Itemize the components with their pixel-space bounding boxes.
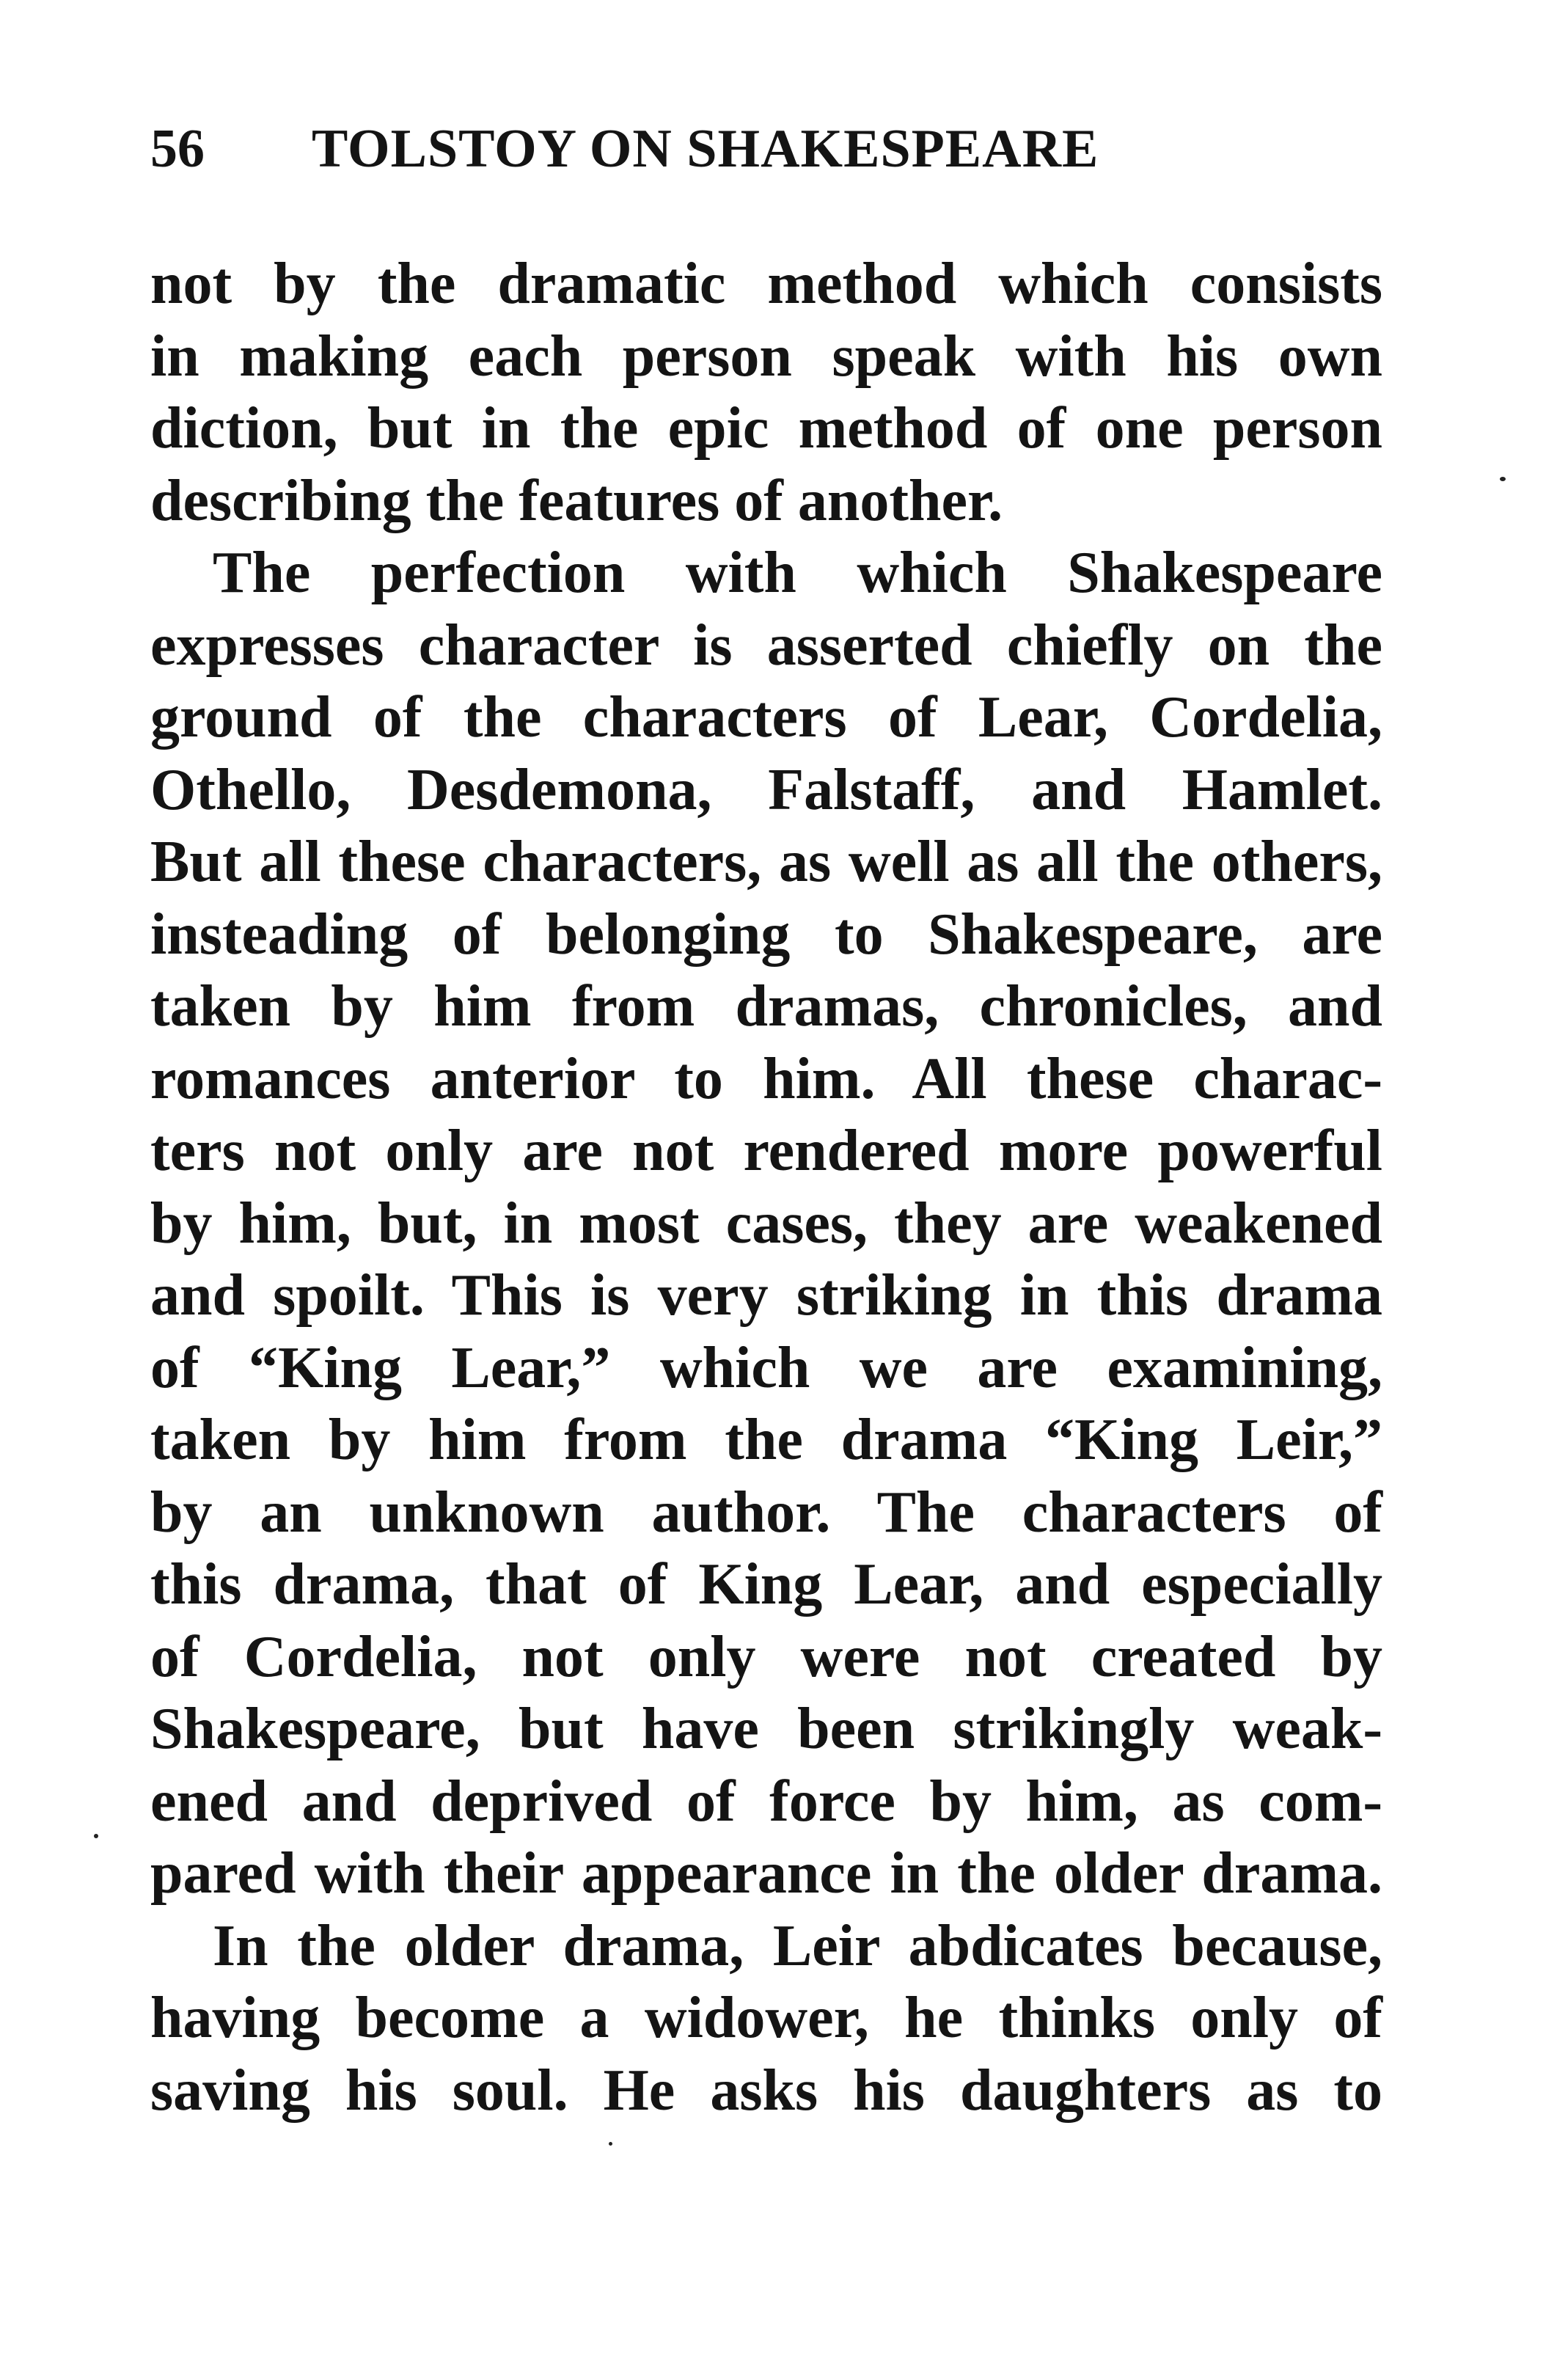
page-number: 56: [150, 119, 205, 179]
text-line: by him, but, in most cases, they are weakened: [150, 1191, 1382, 1256]
paragraph-3: [150, 1910, 1382, 2127]
text-line: ters not only are not rendered more powerful: [150, 1119, 1382, 1183]
text-line: saving his soul. He asks his daughters as to: [150, 2058, 1382, 2123]
text-line: romances anterior to him. All these charac-: [150, 1046, 1382, 1111]
text-line: Othello, Desdemona, Falstaff, and Hamlet.: [150, 757, 1382, 822]
print-speck: [609, 2142, 612, 2146]
text-line: diction, but in the epic method of one person: [150, 396, 1382, 461]
text-line: But all these characters, as well as all the others,: [150, 830, 1382, 894]
text-line: ened and deprived of force by him, as com-: [150, 1769, 1382, 1834]
text-line: in making each person speak with his own: [150, 323, 1382, 389]
print-speck: [1500, 477, 1506, 481]
text-line: expresses character is asserted chiefly on the: [150, 613, 1382, 678]
text-line: not by the dramatic method which consists: [150, 252, 1382, 316]
text-line: taken by him from the drama “King Leir,”: [150, 1408, 1382, 1472]
paragraph-2: [150, 537, 1382, 1910]
text-line: In the older drama, Leir abdicates because,: [213, 1913, 1382, 1978]
running-title: TOLSTOY ON SHAKESPEARE: [312, 119, 1099, 179]
text-line: by an unknown author. The characters of: [150, 1480, 1382, 1545]
text-line: pared with their appearance in the older drama.: [150, 1841, 1382, 1906]
text-line: insteading of belonging to Shakespeare, are: [150, 902, 1382, 967]
text-line: of Cordelia, not only were not created by: [150, 1624, 1382, 1689]
text-line: of “King Lear,” which we are examining,: [150, 1335, 1382, 1400]
text-line: The perfection with which Shakespeare: [213, 541, 1382, 605]
text-line: Shakespeare, but have been strikingly weak-: [150, 1697, 1382, 1761]
text-line: describing the features of another.: [150, 468, 1003, 533]
running-head: [150, 116, 1382, 182]
text-line: and spoilt. This is very striking in this drama: [150, 1263, 1382, 1328]
print-speck: [94, 1834, 98, 1838]
text-line: this drama, that of King Lear, and especially: [150, 1552, 1382, 1617]
text-line: taken by him from dramas, chronicles, and: [150, 974, 1382, 1039]
body-text: [150, 248, 1382, 2127]
text-line: ground of the characters of Lear, Cordelia,: [150, 685, 1382, 750]
paragraph-1: [150, 248, 1382, 537]
text-line: having become a widower, he thinks only of: [150, 1986, 1382, 2050]
